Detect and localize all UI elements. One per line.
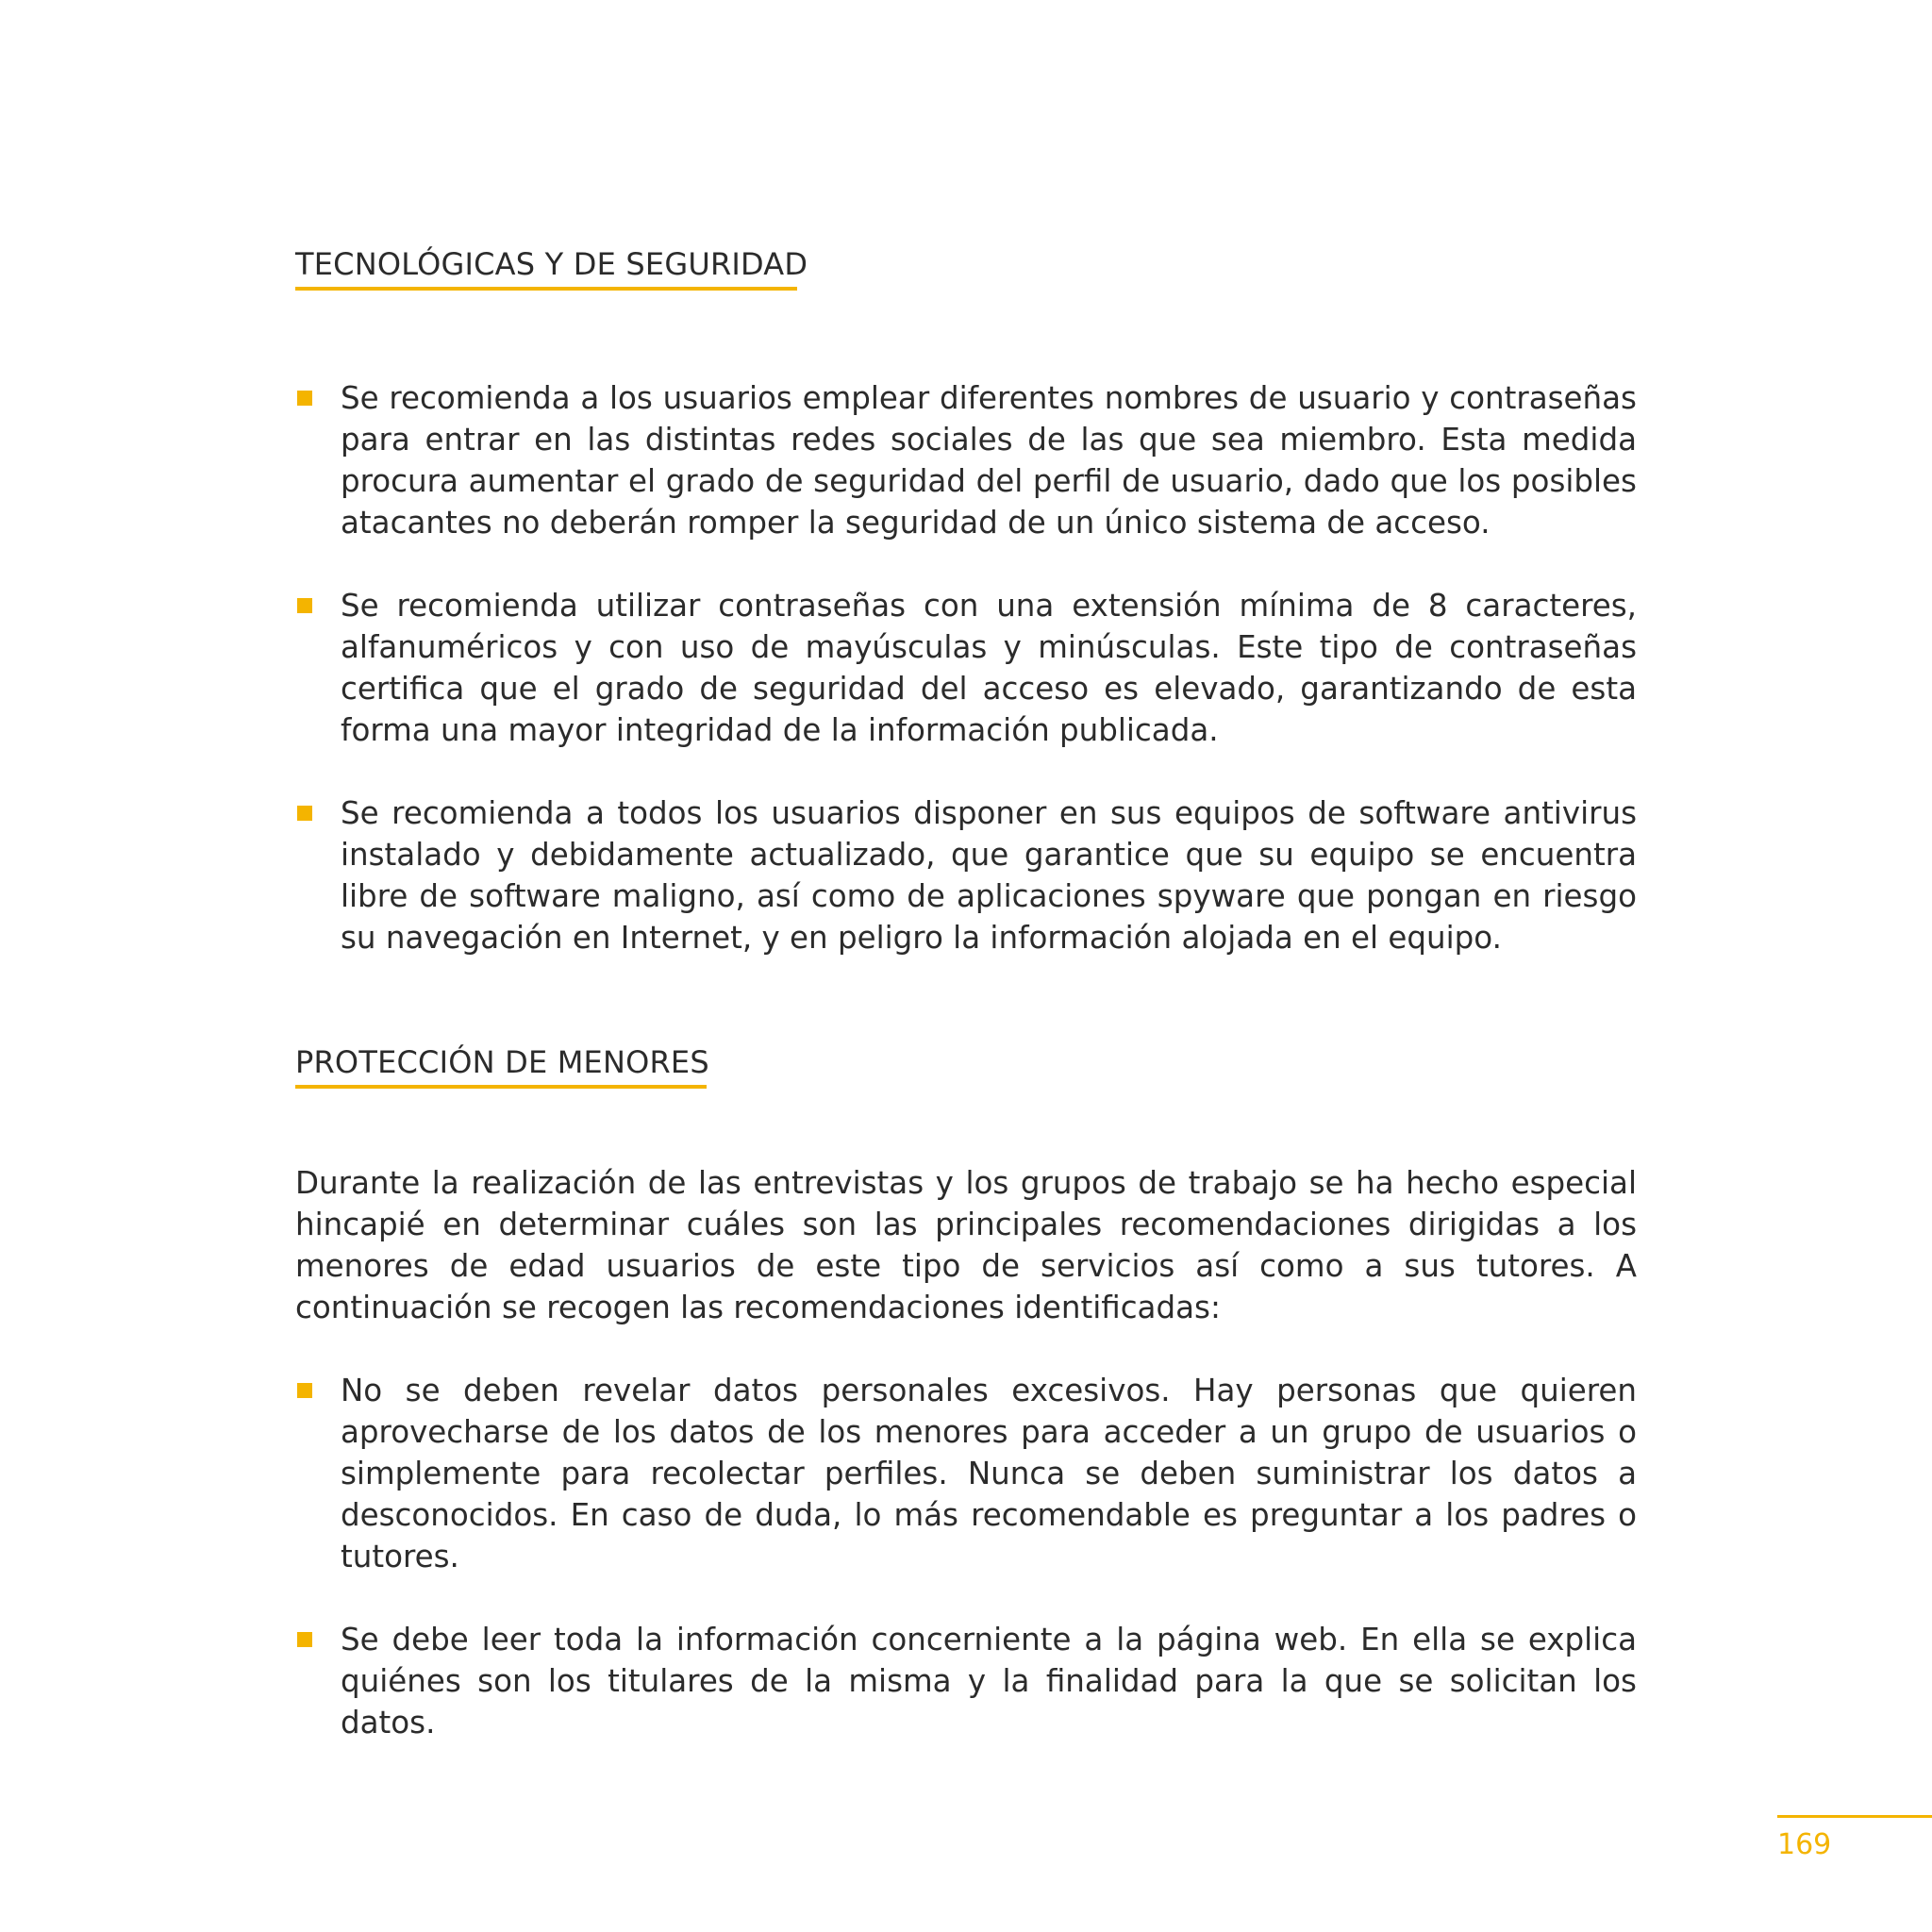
square-bullet-icon [297, 1632, 312, 1647]
list-item-text: No se deben revelar datos personales excesivos. Hay personas que quieren aprovecharse de los datos de los menores para acceder a un grupo de usuarios o simplemente para recolectar perfiles. Nunca se deben suministrar los datos a desconocidos. En caso de duda, lo más recomendable es preguntar a los padres o tutores. [341, 1373, 1637, 1574]
page-number: 169 [1777, 1828, 1832, 1861]
list-item [295, 792, 1637, 958]
security-recommendations-list [295, 377, 1637, 958]
square-bullet-icon [297, 806, 312, 821]
section-heading-minors: PROTECCIÓN DE MENORES [295, 1043, 707, 1089]
square-bullet-icon [297, 1383, 312, 1398]
square-bullet-icon [297, 598, 312, 613]
list-item [295, 585, 1637, 751]
list-item [295, 1619, 1637, 1743]
list-item-text: Se debe leer toda la información concerniente a la página web. En ella se explica quiénes son los titulares de la misma y la finalidad para la que se solicitan los datos. [341, 1622, 1637, 1740]
list-item-text: Se recomienda a todos los usuarios disponer en sus equipos de software antivirus instalado y debidamente actualizado, que garantice que su equipo se encuentra libre de software maligno, así como de aplicaciones spyware que pongan en riesgo su navegación en Internet, y en peligro la información alojada en el equipo. [341, 795, 1637, 956]
list-item [295, 1370, 1637, 1577]
minors-recommendations-list [295, 1370, 1637, 1743]
list-item-text: Se recomienda a los usuarios emplear diferentes nombres de usuario y contraseñas para entrar en las distintas redes sociales de las que sea miembro. Esta medida procura aumentar el grado de seguridad del perfil de usuario, dado que los posibles atacantes no deberán romper la seguridad de un único sistema de acceso. [341, 380, 1637, 541]
square-bullet-icon [297, 391, 312, 406]
section-heading-security: TECNOLÓGICAS Y DE SEGURIDAD [295, 245, 797, 291]
list-item-text: Se recomienda utilizar contraseñas con una extensión mínima de 8 caracteres, alfanuméricos y con uso de mayúsculas y minúsculas. Este tipo de contraseñas certifica que el grado de seguridad del acceso es elevado, garantizando de esta forma una mayor integridad de la información publicada. [341, 588, 1637, 748]
intro-paragraph: Durante la realización de las entrevistas y los grupos de trabajo se ha hecho especial hincapié en determinar cuáles son las principales recomendaciones dirigidas a los menores de edad usuarios de este tipo de servicios así como a sus tutores. A continuación se recogen las recomendaciones identificadas: [295, 1165, 1637, 1325]
list-item [295, 377, 1637, 543]
